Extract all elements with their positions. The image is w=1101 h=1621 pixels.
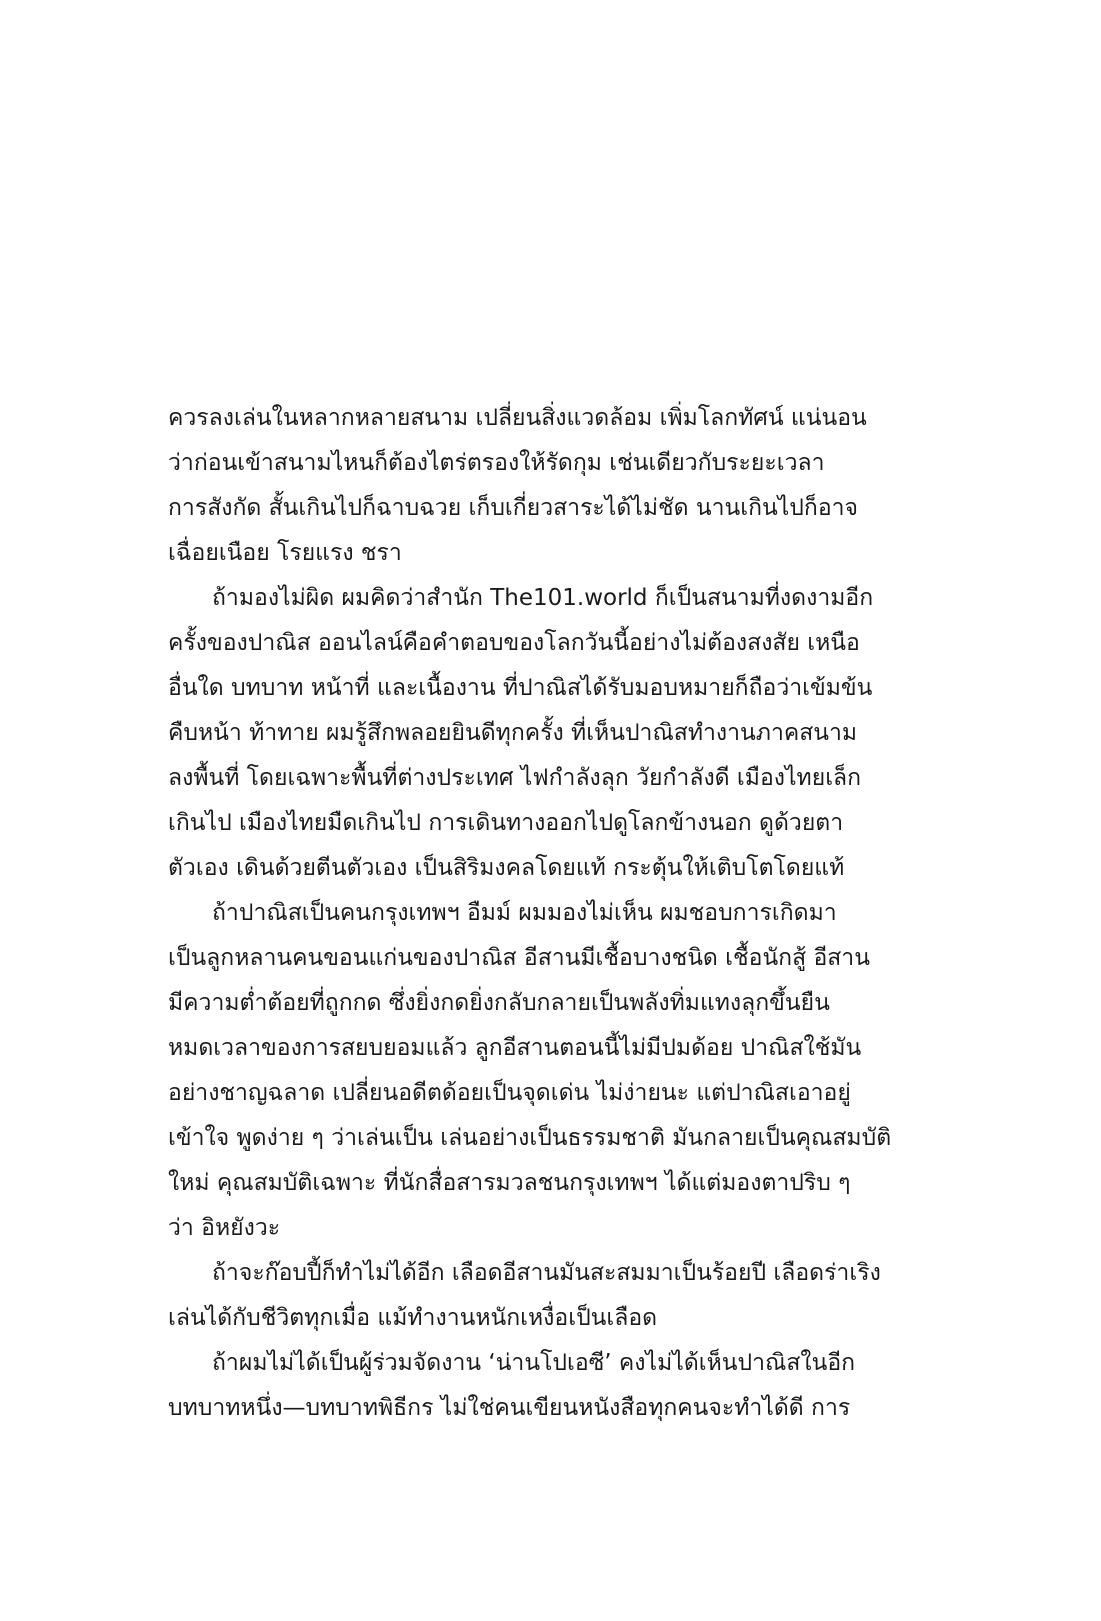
text-line: บทบาทหนึ่ง—บทบาทพิธีกร ไม่ใช่คนเขียนหนังสือทุกคนจะทำได้ดี การ xyxy=(168,1395,851,1421)
text-line: เกินไป เมืองไทยมืดเกินไป การเดินทางออกไปดูโลกข้างนอก ดูด้วยตา xyxy=(168,810,844,836)
text-line: อย่างชาญฉลาด เปลี่ยนอดีตด้อยเป็นจุดเด่น ไม่ง่ายนะ แต่ปาณิสเอาอยู่ xyxy=(168,1080,851,1106)
text-line: หมดเวลาของการสยบยอมแล้ว ลูกอีสานตอนนี้ไม่มีปมด้อย ปาณิสใช้มัน xyxy=(168,1035,862,1061)
text-line: การสังกัด สั้นเกินไปก็ฉาบฉวย เก็บเกี่ยวสาระได้ไม่ชัด นานเกินไปก็อาจ xyxy=(168,495,859,521)
text-line: เล่นได้กับชีวิตทุกเมื่อ แม้ทำงานหนักเหงื่อเป็นเลือด xyxy=(168,1305,658,1331)
text-line: ว่าก่อนเข้าสนามไหนก็ต้องไตร่ตรองให้รัดกุม เช่นเดียวกับระยะเวลา xyxy=(168,450,825,476)
paragraph-first-line: ถ้าจะก๊อบปี้ก็ทำไม่ได้อีก เลือดอีสานมันสะสมมาเป็นร้อยปี เลือดร่าเริง xyxy=(212,1260,881,1286)
text-line: มีความต่ำต้อยที่ถูกกด ซึ่งยิ่งกดยิ่งกลับกลายเป็นพลังทิ่มแทงลุกขึ้นยืน xyxy=(168,990,830,1016)
text-line: ตัวเอง เดินด้วยตีนตัวเอง เป็นสิริมงคลโดยแท้ กระตุ้นให้เติบโตโดยแท้ xyxy=(168,855,845,881)
paragraph-first-line: ถ้ามองไม่ผิด ผมคิดว่าสำนัก The101.world ก็เป็นสนามที่งดงามอีก xyxy=(212,585,874,611)
text-line: เฉื่อยเนือย โรยแรง ชรา xyxy=(168,540,402,566)
text-line: ว่า อิหยังวะ xyxy=(168,1215,281,1241)
text-line: เป็นลูกหลานคนขอนแก่นของปาณิส อีสานมีเชื้อบางชนิด เชื้อนักสู้ อีสาน xyxy=(168,945,870,971)
text-line: คืบหน้า ท้าทาย ผมรู้สึกพลอยยินดีทุกครั้ง ที่เห็นปาณิสทำงานภาคสนาม xyxy=(168,720,858,746)
text-line: อื่นใด บทบาท หน้าที่ และเนื้องาน ที่ปาณิสได้รับมอบหมายก็ถือว่าเข้มข้น xyxy=(168,675,873,701)
paragraph-first-line: ถ้าผมไม่ได้เป็นผู้ร่วมจัดงาน ‘น่านโปเอซี’ คงไม่ได้เห็นปาณิสในอีก xyxy=(212,1350,856,1376)
text-line: ลงพื้นที่ โดยเฉพาะพื้นที่ต่างประเทศ ไฟกำลังลุก วัยกำลังดี เมืองไทยเล็ก xyxy=(168,765,862,791)
text-line: ครั้งของปาณิส ออนไลน์คือคำตอบของโลกวันนี้อย่างไม่ต้องสงสัย เหนือ xyxy=(168,630,860,656)
text-line: ควรลงเล่นในหลากหลายสนาม เปลี่ยนสิ่งแวดล้อม เพิ่มโลกทัศน์ แน่นอน xyxy=(168,405,867,431)
body-text xyxy=(168,396,944,1431)
text-line: เข้าใจ พูดง่าย ๆ ว่าเล่นเป็น เล่นอย่างเป็นธรรมชาติ มันกลายเป็นคุณสมบัติ xyxy=(168,1125,892,1151)
paragraph-first-line: ถ้าปาณิสเป็นคนกรุงเทพฯ อืมม์ ผมมองไม่เห็น ผมชอบการเกิดมา xyxy=(212,900,837,926)
text-line: ใหม่ คุณสมบัติเฉพาะ ที่นักสื่อสารมวลชนกรุงเทพฯ ได้แต่มองตาปริบ ๆ xyxy=(168,1170,851,1196)
